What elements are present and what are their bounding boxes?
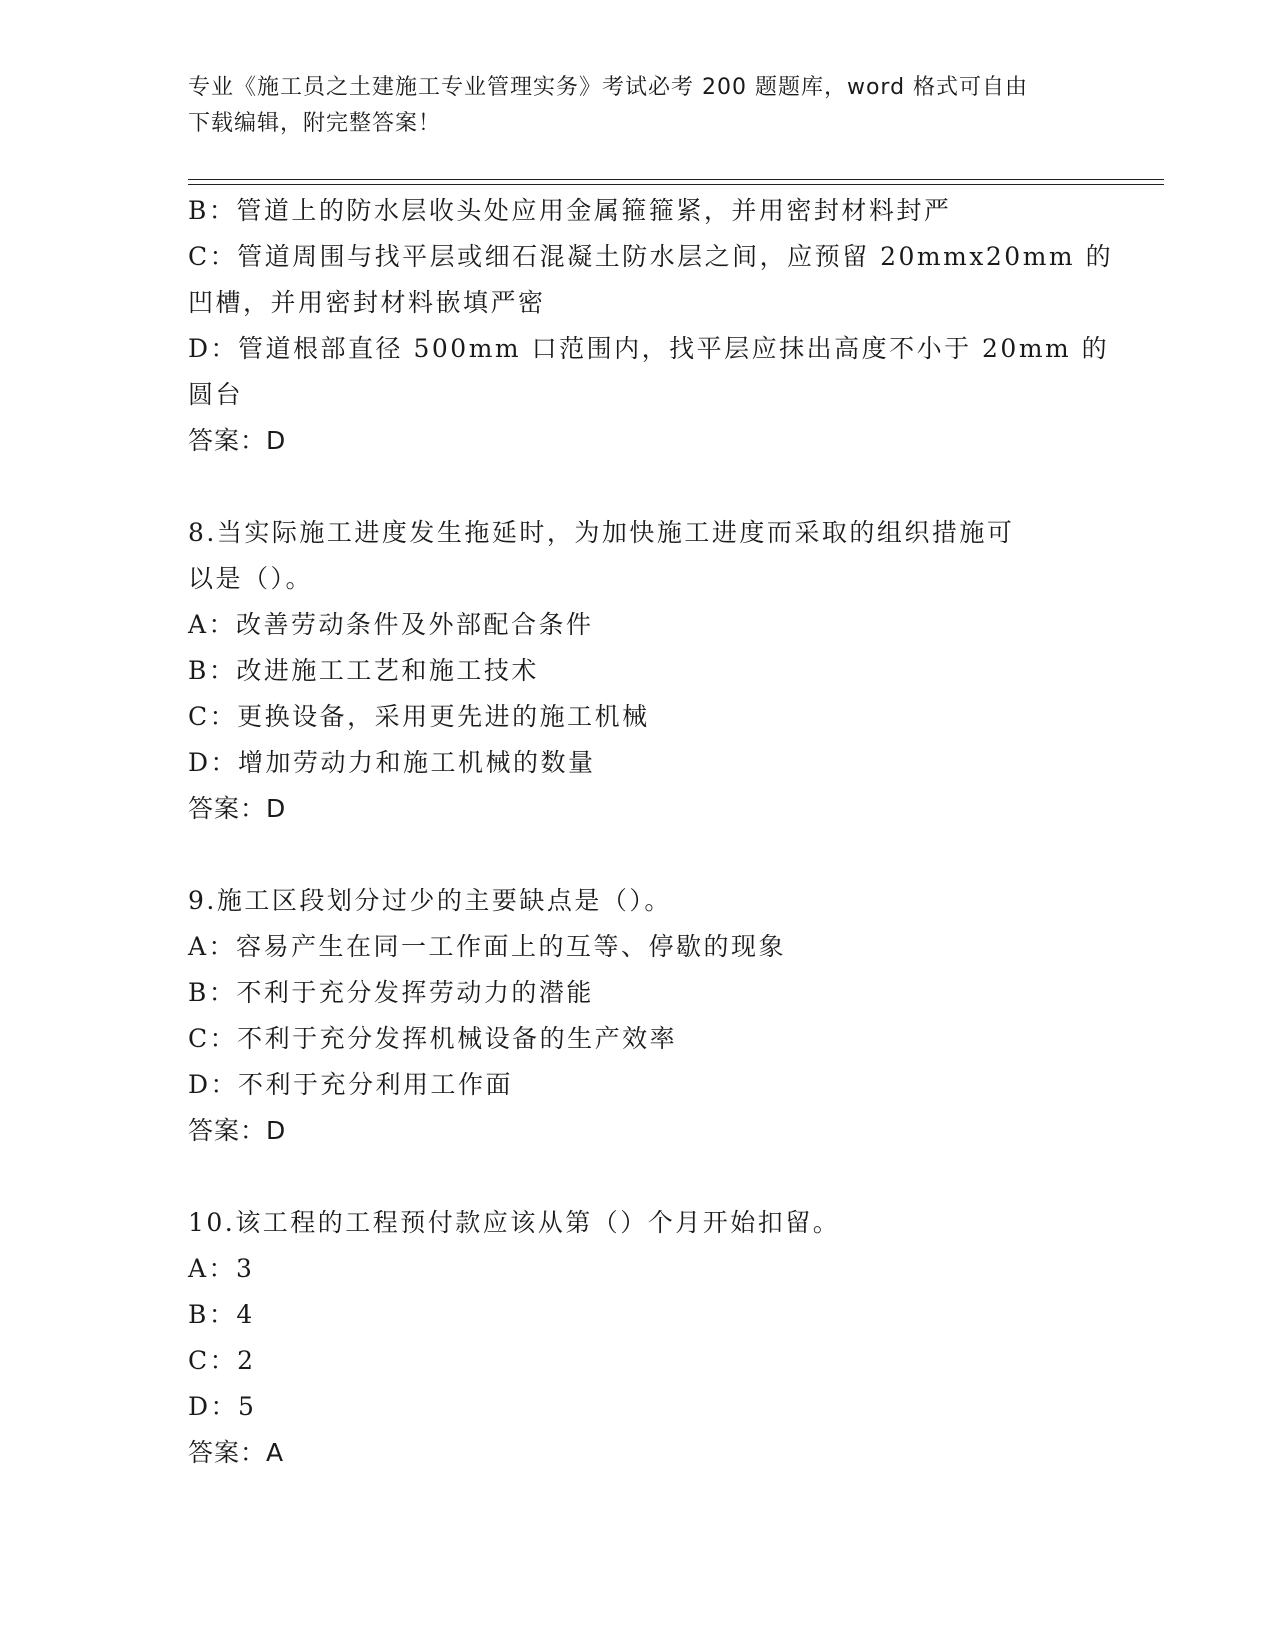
- option-a: A：容易产生在同一工作面上的互等、停歇的现象: [188, 932, 787, 961]
- header-rule-bottom: [188, 184, 1164, 185]
- option-b: B：不利于充分发挥劳动力的潜能: [188, 978, 594, 1007]
- spacer: [188, 832, 1088, 878]
- question-stem-continued: 以是（）。: [188, 564, 314, 593]
- question-block-9: [188, 878, 1088, 1154]
- option-c: C：管道周围与找平层或细石混凝土防水层之间，应预留 20mmx20mm 的: [188, 242, 1114, 271]
- option-d: D：增加劳动力和施工机械的数量: [188, 748, 596, 777]
- header-rule-top: [188, 179, 1164, 180]
- answer: 答案：D: [188, 1116, 287, 1145]
- option-d: D：管道根部直径 500mm 口范围内，找平层应抹出高度不小于 20mm 的: [188, 334, 1110, 363]
- option-c-continued: 凹槽，并用密封材料嵌填严密: [188, 288, 546, 317]
- question-stem: 9.施工区段划分过少的主要缺点是（）。: [188, 886, 672, 915]
- question-block-8: [188, 510, 1088, 832]
- option-b: B：改进施工工艺和施工技术: [188, 656, 539, 685]
- header-line-1: 专业《施工员之土建施工专业管理实务》考试必考 200 题题库，word 格式可自由: [188, 75, 1029, 100]
- option-a: A：3: [188, 1254, 255, 1283]
- option-d: D：不利于充分利用工作面: [188, 1070, 514, 1099]
- option-b: B：管道上的防水层收头处应用金属箍箍紧，并用密封材料封严: [188, 196, 952, 225]
- header-line-2: 下载编辑，附完整答案！: [188, 111, 442, 136]
- answer: 答案：D: [188, 426, 287, 455]
- question-stem: 8.当实际施工进度发生拖延时，为加快施工进度而采取的组织措施可: [188, 518, 1015, 547]
- option-d-continued: 圆台: [188, 380, 244, 409]
- answer: 答案：D: [188, 794, 287, 823]
- option-c: C：2: [188, 1346, 256, 1375]
- option-b: B：4: [188, 1300, 255, 1329]
- question-stem: 10.该工程的工程预付款应该从第（）个月开始扣留。: [188, 1208, 841, 1237]
- option-a: A：改善劳动条件及外部配合条件: [188, 610, 594, 639]
- question-block-7: [188, 188, 1114, 464]
- page-header: [188, 70, 1088, 142]
- spacer: [188, 464, 1088, 510]
- answer: 答案：A: [188, 1438, 285, 1467]
- spacer: [188, 1154, 1088, 1200]
- option-d: D：5: [188, 1392, 257, 1421]
- question-block-10: [188, 1200, 1088, 1476]
- option-c: C：更换设备，采用更先进的施工机械: [188, 702, 650, 731]
- document-body: [188, 188, 1114, 1476]
- option-c: C：不利于充分发挥机械设备的生产效率: [188, 1024, 678, 1053]
